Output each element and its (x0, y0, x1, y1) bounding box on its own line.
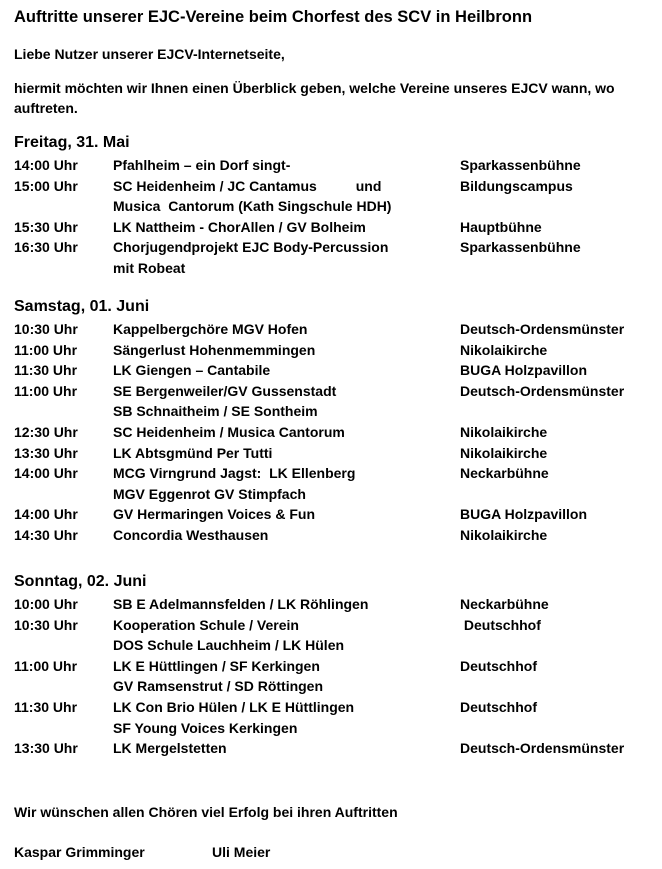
day-heading: Samstag, 01. Juni (14, 298, 150, 315)
choir-names (113, 381, 336, 422)
choir-name-line: LK E Hüttlingen / SF Kerkingen (113, 657, 320, 674)
performance-time: 15:00 Uhr (14, 177, 78, 194)
choir-name-line: SE Bergenweiler/GV Gussenstadt (113, 382, 337, 399)
performance-time: 10:30 Uhr (14, 616, 78, 633)
performance-time: 11:00 Uhr (14, 382, 78, 399)
performance-time: 14:00 Uhr (14, 506, 78, 523)
venue: Neckarbühne (460, 465, 549, 482)
choir-names (113, 463, 355, 504)
choir-name-line: SC Heidenheim / JC Cantamus und (113, 177, 382, 194)
choir-names (113, 360, 270, 381)
closing-text: Wir wünschen allen Chören viel Erfolg bei ihren Auftritten (14, 804, 398, 820)
choir-names (113, 217, 366, 238)
venue: Nikolaikirche (460, 424, 548, 440)
choir-name-line: GV Ramsenstrut / SD Röttingen (113, 678, 324, 695)
day-heading: Sonntag, 02. Juni (14, 573, 147, 590)
performance-time: 13:30 Uhr (14, 444, 78, 461)
signature-1: Kaspar Grimminger (14, 844, 145, 860)
venue: Nikolaikirche (460, 527, 548, 543)
choir-name-line: Kooperation Schule / Verein (113, 616, 299, 633)
choir-name-line: LK Giengen – Cantabile (113, 362, 271, 379)
choir-name-line: LK Mergelstetten (113, 740, 227, 757)
performance-time: 11:00 Uhr (14, 657, 78, 674)
venue: Nikolaikirche (460, 444, 548, 461)
venue: Sparkassenbühne (460, 157, 581, 173)
performance-time: 12:30 Uhr (14, 424, 78, 440)
choir-names (113, 176, 391, 217)
intro-paragraph: hiermit möchten wir Ihnen einen Überblick geben, welche Vereine unseres EJCV wann, wo auftreten. (14, 80, 615, 116)
choir-name-line: SC Heidenheim / Musica Cantorum (113, 424, 345, 440)
choir-names (113, 615, 344, 656)
venue: Deutschhof (460, 616, 541, 633)
venue: Deutsch-Ordensmünster (460, 740, 625, 757)
performance-time: 11:30 Uhr (14, 362, 78, 379)
choir-name-line: Pfahlheim – ein Dorf singt- (113, 157, 291, 173)
document-title: Auftritte unserer EJC-Vereine beim Chorfest des SCV in Heilbronn (14, 8, 533, 26)
venue: Nikolaikirche (460, 341, 548, 358)
performance-time: 14:30 Uhr (14, 527, 78, 543)
signature-2: Uli Meier (212, 844, 271, 860)
choir-names (113, 504, 315, 525)
choir-name-line: SF Young Voices Kerkingen (113, 719, 298, 736)
venue: Neckarbühne (460, 596, 549, 612)
choir-names (113, 697, 354, 738)
choir-names (113, 594, 368, 615)
choir-name-line: SB Schnaitheim / SE Sontheim (113, 403, 318, 420)
performance-time: 16:30 Uhr (14, 239, 78, 256)
performance-time: 10:00 Uhr (14, 596, 78, 612)
day-heading: Freitag, 31. Mai (14, 134, 130, 151)
choir-names (113, 525, 268, 546)
performance-time: 15:30 Uhr (14, 218, 78, 235)
choir-names (113, 340, 315, 361)
choir-name-line: GV Hermaringen Voices & Fun (113, 506, 316, 523)
choir-name-line: DOS Schule Lauchheim / LK Hülen (113, 637, 345, 654)
venue: Sparkassenbühne (460, 239, 581, 256)
venue: Deutsch-Ordensmünster (460, 382, 625, 399)
venue: Bildungscampus (460, 177, 573, 194)
choir-names (113, 443, 272, 464)
choir-names (113, 155, 290, 176)
choir-name-line: MCG Virngrund Jagst: LK Ellenberg (113, 465, 356, 482)
choir-names (113, 738, 227, 759)
greeting: Liebe Nutzer unserer EJCV-Internetseite, (14, 46, 285, 62)
choir-name-line: Chorjugendprojekt EJC Body-Percussion (113, 239, 389, 256)
choir-name-line: Sängerlust Hohenmemmingen (113, 341, 316, 358)
venue: Deutschhof (460, 657, 537, 674)
performance-time: 14:00 Uhr (14, 157, 78, 173)
choir-name-line: SB E Adelmannsfelden / LK Röhlingen (113, 596, 369, 612)
venue: Deutsch-Ordensmünster (460, 321, 625, 337)
performance-time: 10:30 Uhr (14, 321, 78, 337)
venue: BUGA Holzpavillon (460, 506, 588, 523)
choir-names (113, 656, 323, 697)
choir-name-line: LK Nattheim - ChorAllen / GV Bolheim (113, 218, 366, 235)
performance-time: 11:00 Uhr (14, 341, 78, 358)
choir-name-line: LK Con Brio Hülen / LK E Hüttlingen (113, 699, 355, 715)
choir-name-line: Musica Cantorum (Kath Singschule HDH) (113, 198, 392, 215)
venue: BUGA Holzpavillon (460, 362, 588, 379)
venue: Hauptbühne (460, 218, 542, 235)
choir-name-line: mit Robeat (113, 259, 186, 276)
performance-time: 14:00 Uhr (14, 465, 78, 482)
choir-names (113, 422, 345, 443)
choir-name-line: Kappelbergchöre MGV Hofen (113, 321, 308, 337)
choir-name-line: LK Abtsgmünd Per Tutti (113, 444, 273, 461)
venue: Deutschhof (460, 699, 537, 715)
performance-time: 13:30 Uhr (14, 740, 78, 757)
performance-time: 11:30 Uhr (14, 699, 78, 715)
choir-names (113, 319, 307, 340)
choir-name-line: MGV Eggenrot GV Stimpfach (113, 485, 306, 502)
choir-names (113, 237, 388, 278)
choir-name-line: Concordia Westhausen (113, 527, 269, 543)
